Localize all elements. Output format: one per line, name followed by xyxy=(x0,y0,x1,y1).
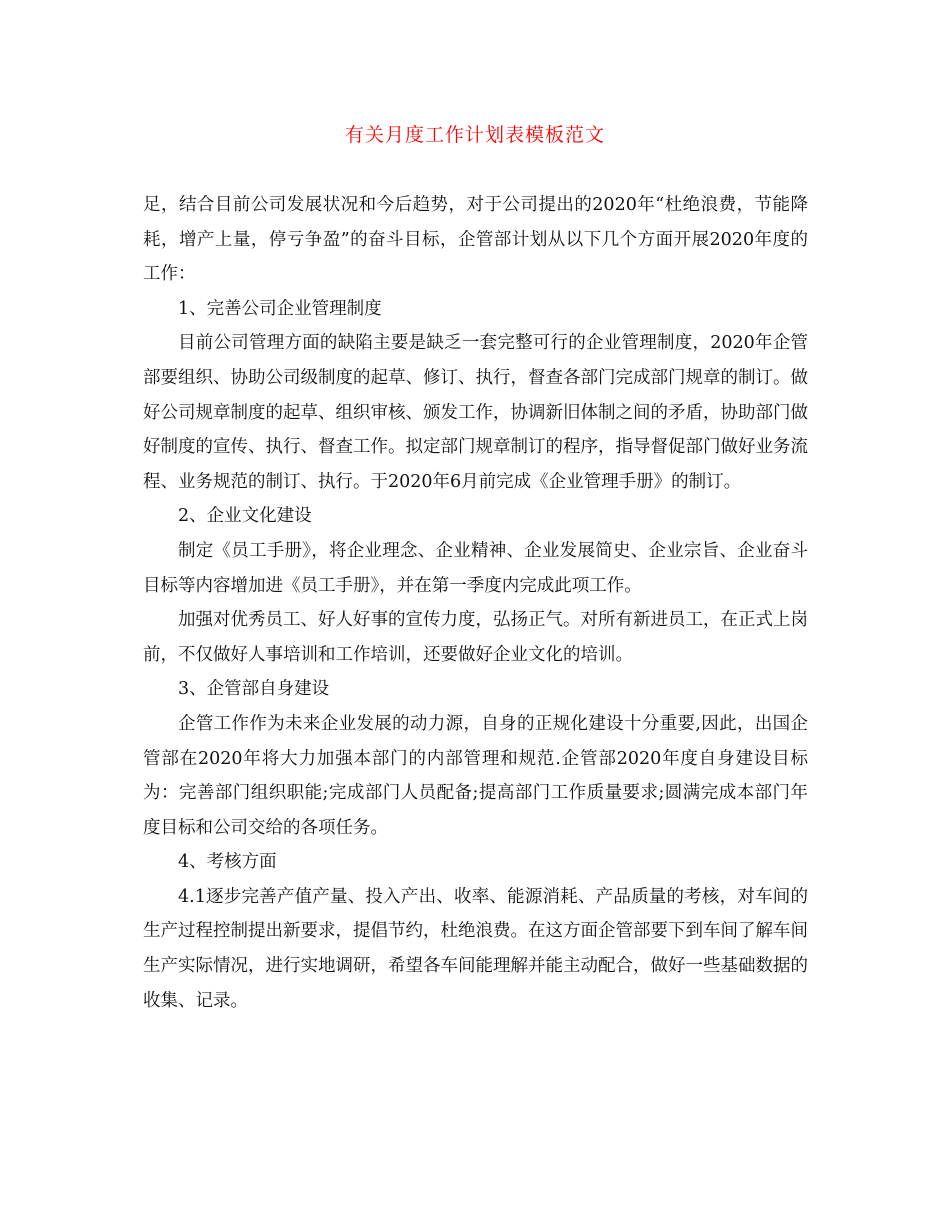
section-heading-4: 4、考核方面 xyxy=(178,852,277,873)
document-title: 有关月度工作计划表模板范文 xyxy=(344,124,605,146)
document-body xyxy=(143,188,808,1018)
section-heading-3: 3、企管部自身建设 xyxy=(178,679,330,700)
paragraph-section-2a: 制定《员工手册》，将企业理念、企业精神、企业发展简史、企业宗旨、企业奋斗目标等内容增加进《员工手册》，并在第一季度内完成此项工作。 xyxy=(143,540,808,596)
paragraph-intro: 足，结合目前公司发展状况和今后趋势，对于公司提出的2020年“杜绝浪费，节能降耗，增产上量，停亏争盈”的奋斗目标，企管部计划从以下几个方面开展2020年度的工作： xyxy=(143,195,808,285)
paragraph-section-3: 企管工作作为未来企业发展的动力源，自身的正规化建设十分重要,因此，出国企管部在2020年将大力加强本部门的内部管理和规范.企管部2020年度自身建设目标为：完善部门组织职能;完成部门人员配备;提高部门工作质量要求;圆满完成本部门年度目标和公司交给的各项任务。 xyxy=(143,713,808,838)
paragraph-section-2b: 加强对优秀员工、好人好事的宣传力度，弘扬正气。对所有新进员工，在正式上岗前，不仅做好人事培训和工作培训，还要做好企业文化的培训。 xyxy=(143,610,808,665)
paragraph-section-4: 4.1逐步完善产值产量、投入产出、收率、能源消耗、产品质量的考核，对车间的生产过程控制提出新要求，提倡节约，杜绝浪费。在这方面企管部要下到车间了解车间生产实际情况，进行实地调研，希望各车间能理解并能主动配合，做好一些基础数据的收集、记录。 xyxy=(143,886,808,1011)
section-heading-1: 1、完善公司企业管理制度 xyxy=(178,298,382,319)
section-heading-2: 2、企业文化建设 xyxy=(178,506,312,527)
paragraph-section-1: 目前公司管理方面的缺陷主要是缺乏一套完整可行的企业管理制度，2020年企管部要组织、协助公司级制度的起草、修订、执行，督查各部门完成部门规章的制订。做好公司规章制度的起草、组织审核、颁发工作，协调新旧体制之间的矛盾，协助部门做好制度的宣传、执行、督查工作。拟定部门规章制订的程序，指导督促部门做好业务流程、业务规范的制订、执行。于2020年6月前完成《企业管理手册》的制订。 xyxy=(143,333,808,492)
